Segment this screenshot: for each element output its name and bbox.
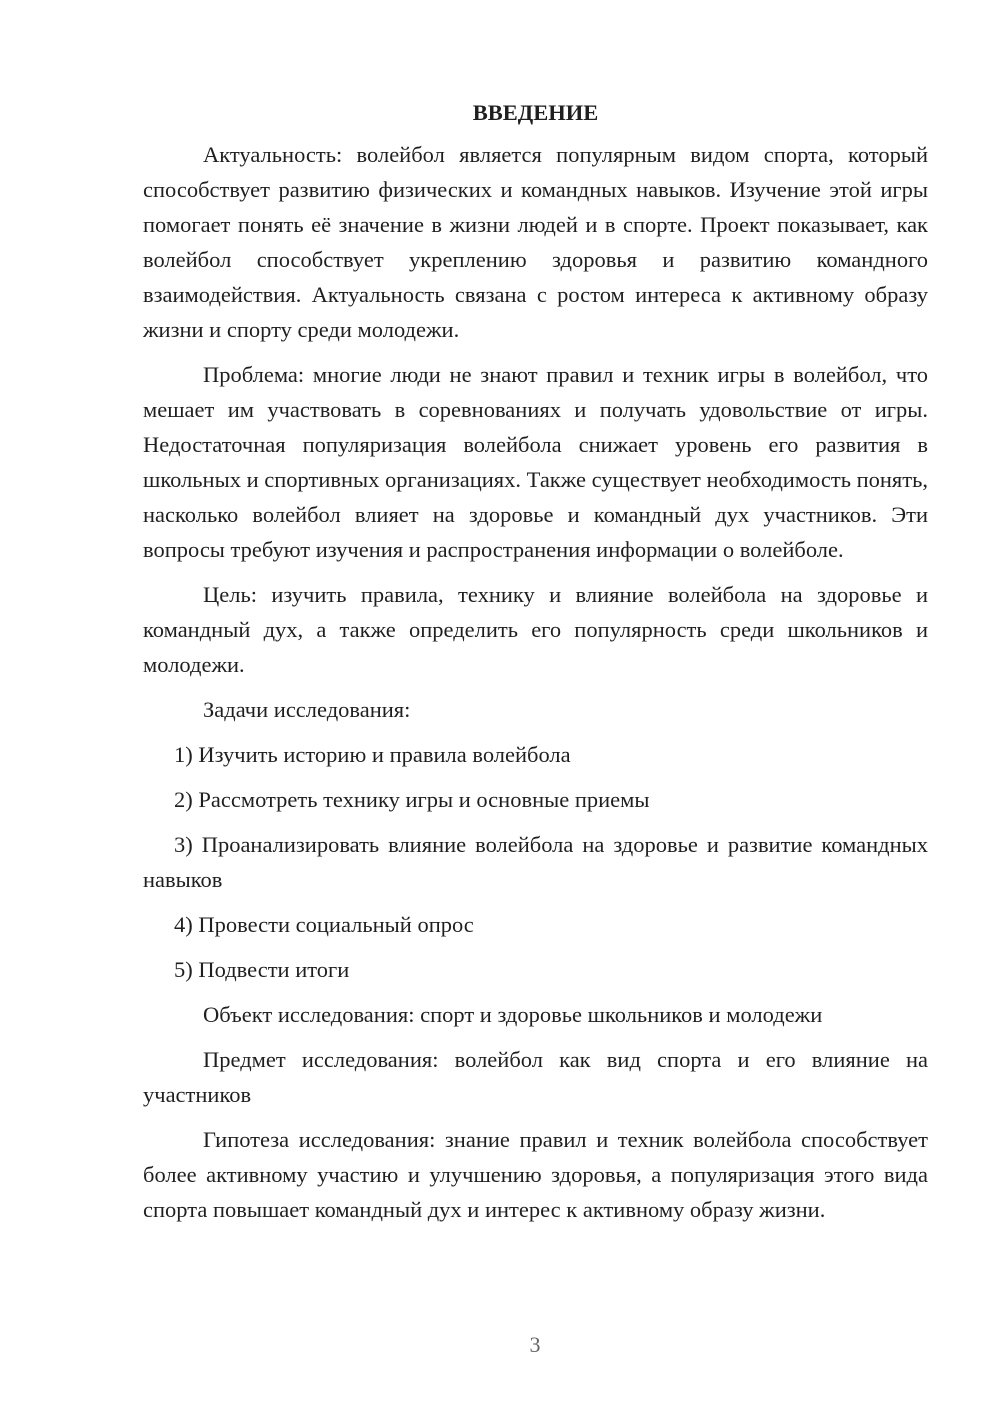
task-item-2: 2) Рассмотреть технику игры и основные приемы: [174, 787, 650, 812]
task-item-4: 4) Провести социальный опрос: [174, 912, 474, 937]
tasks-heading: Задачи исследования:: [203, 697, 411, 722]
object-paragraph: Объект исследования: спорт и здоровье школьников и молодежи: [203, 1002, 823, 1027]
goal-paragraph: Цель: изучить правила, технику и влияние волейбола на здоровье и командный дух, а также определить его популярность среди школьников и молодежи.: [143, 582, 928, 677]
problem-paragraph: Проблема: многие люди не знают правил и техник игры в волейбол, что мешает им участвовать в соревнованиях и получать удовольствие от игры. Недостаточная популяризация волейбола снижает уровень его развития в школьных и спортивных организациях. Также существует необходимость понять, насколько волейбол влияет на здоровье и командный дух участников. Эти вопросы требуют изучения и распространения информации о волейболе.: [143, 362, 928, 562]
subject-paragraph: Предмет исследования: волейбол как вид спорта и его влияние на участников: [143, 1047, 928, 1107]
hypothesis-paragraph: Гипотеза исследования: знание правил и техник волейбола способствует более активному участию и улучшению здоровья, а популяризация этого вида спорта повышает командный дух и интерес к активному образу жизни.: [143, 1127, 928, 1222]
task-item-5: 5) Подвести итоги: [174, 957, 350, 982]
section-title: ВВЕДЕНИЕ: [472, 100, 599, 125]
page-number: 3: [529, 1332, 541, 1357]
task-item-1: 1) Изучить историю и правила волейбола: [174, 742, 571, 767]
relevance-paragraph: Актуальность: волейбол является популярным видом спорта, который способствует развитию физических и командных навыков. Изучение этой игры помогает понять её значение в жизни людей и в спорте. Проект показывает, как волейбол способствует укреплению здоровья и развитию командного взаимодействия. Актуальность связана с ростом интереса к активному образу жизни и спорту среди молодежи.: [143, 142, 928, 342]
task-item-3: 3) Проанализировать влияние волейбола на здоровье и развитие командных навыков: [143, 832, 928, 892]
page-content: [143, 95, 928, 1237]
